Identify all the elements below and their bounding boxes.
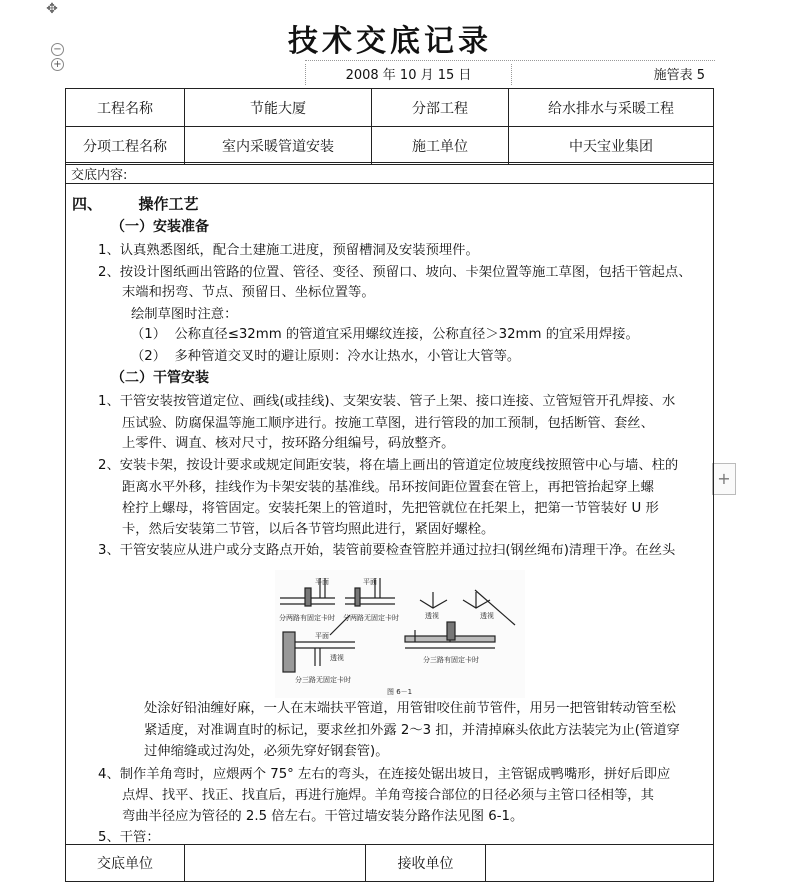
division-label: 分部工程 (372, 89, 509, 127)
date-row (305, 60, 715, 85)
table-row (66, 127, 714, 165)
header-table (65, 88, 714, 165)
table-row (66, 89, 714, 127)
content-area (65, 162, 714, 845)
handover-value[interactable] (185, 845, 366, 882)
footer-table (65, 844, 714, 882)
text-line: 末端和拐弯、节点、预留日、坐标位置等。 (122, 285, 375, 300)
figure-label: 平面 (363, 578, 377, 586)
unit-value: 中天宝业集团 (509, 127, 714, 165)
figure-label: 透视 (330, 654, 344, 662)
text-line: 2、安装卡架，按设计要求或规定间距安装，将在墙上画出的管道定位坡度线按照管中心与墙、柱的 (98, 458, 679, 473)
record-date: 2008 年 10 月 15 日 (305, 64, 512, 85)
text-line: 卡，然后安装第二节管，以后各节管均照此进行，紧固好螺栓。 (122, 522, 495, 537)
text-line: 1、认真熟悉图纸，配合土建施工进度，预留槽洞及安装预埋件。 (98, 243, 479, 258)
figure-6-1 (275, 570, 525, 698)
form-number: 施管表 5 (653, 68, 705, 83)
move-handle-icon[interactable]: ✥ (46, 1, 58, 17)
subproject-value: 室内采暖管道安装 (185, 127, 372, 165)
receive-value[interactable] (486, 845, 714, 882)
text-line: （2） 多种管道交叉时的避让原则：冷水让热水，小管让大管等。 (131, 349, 521, 364)
handover-label: 交底单位 (66, 845, 185, 882)
text-line: 距离水平外移，挂线作为卡架安装的基准线。吊环按间距位置套在管上，再把管抬起穿上螺 (122, 480, 654, 495)
text-line: 3、干管安装应从进户或分支路点开始，装管前要检查管腔并通过拉扫(钢丝绳布)清理干净。在丝头 (98, 543, 676, 558)
text-line: 上零件、调直、核对尺寸，按环路分组编号，码放整齐。 (122, 436, 455, 451)
text-line: 栓拧上螺母，将管固定。安装托架上的管道时，先把管就位在托架上，把第一节管装好 U 形 (122, 501, 659, 516)
subsection-heading: （二）干管安装 (111, 370, 209, 386)
text-line: （1） 公称直径≤32mm 的管道宜采用螺纹连接，公称直径＞32mm 的宜采用焊接。 (131, 327, 639, 342)
figure-label: 分三路有固定卡时 (423, 656, 479, 664)
expand-plus-icon[interactable]: + (51, 58, 64, 71)
figure-label: 平面 (315, 578, 329, 586)
text-line: 1、干管安装按管道定位、画线(或挂线)、支架安装、管子上架、接口连接、立管短管开孔焊接、水 (98, 394, 676, 409)
figure-label: 分三路无固定卡时 (295, 676, 351, 684)
figure-label: 透视 (425, 612, 439, 620)
subproject-label: 分项工程名称 (66, 127, 185, 165)
text-line: 压试验、防腐保温等施工顺序进行。按施工草图，进行管段的加工预制，包括断管、套丝、 (122, 416, 654, 431)
figure-label: 平面 (315, 632, 329, 640)
subsection-heading: （一）安装准备 (111, 219, 209, 235)
text-line: 4、制作羊角弯时，应煨两个 75° 左右的弯头，在连接处锯出坡日，主管锯成鸭嘴形，拼好后即应 (98, 767, 671, 782)
text-line: 处涂好铅油缠好麻，一人在末端扶平管道，用管钳咬住前节管件，用另一把管钳转动管至松 (144, 701, 676, 716)
text-line: 过伸缩缝或过沟处，必须先穿好钢套管)。 (144, 744, 389, 759)
text-line: 2、按设计图纸画出管路的位置、管径、变径、预留口、坡向、卡架位置等施工草图，包括干管起点、 (98, 265, 692, 280)
figure-label: 分两路有固定卡时 (279, 614, 335, 622)
text-line: 绘制草图时注意： (131, 307, 238, 322)
figure-label: 分两路无固定卡时 (343, 614, 399, 622)
unit-label: 施工单位 (372, 127, 509, 165)
content-label: 交底内容: (71, 168, 128, 183)
receive-label: 接收单位 (366, 845, 486, 882)
project-label: 工程名称 (66, 89, 185, 127)
collapse-minus-icon[interactable]: − (51, 43, 64, 56)
add-column-icon[interactable]: + (712, 463, 736, 495)
division-value: 给水排水与采暖工程 (509, 89, 714, 127)
text-line: 弯曲半径应为管径的 2.5 倍左右。干管过墙安装分路作法见图 6-1。 (122, 809, 524, 824)
page-title: 技术交底记录 (288, 24, 492, 59)
figure-label: 透视 (480, 612, 494, 620)
text-line: 紧适度，对准调直时的标记，要求丝扣外露 2～3 扣，并清掉麻头依此方法装完为止(管道穿 (144, 723, 680, 738)
text-line: 5、干管： (98, 830, 160, 845)
table-row (66, 845, 714, 882)
section-heading: 四、 操作工艺 (72, 195, 199, 213)
figure-caption: 图 6－1 (387, 688, 413, 696)
text-line: 点焊、找平、找正、找直后，再进行施焊。羊角弯接合部位的日径必须与主管口径相等，其 (122, 788, 654, 803)
project-value: 节能大厦 (185, 89, 372, 127)
